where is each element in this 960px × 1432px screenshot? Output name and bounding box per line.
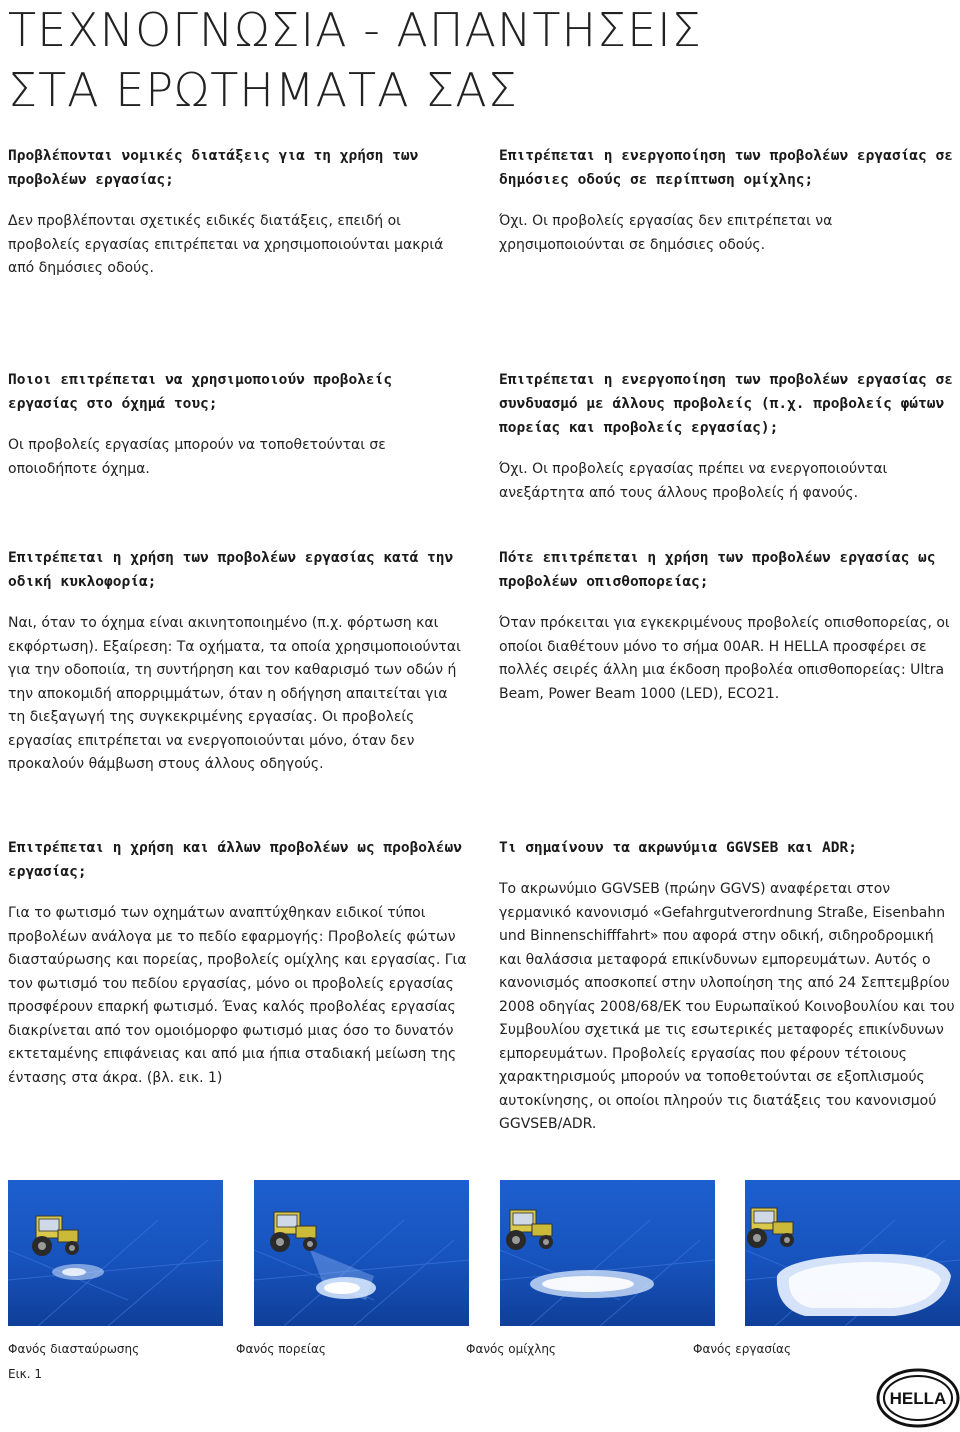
question: Επιτρέπεται η ενεργοποίηση των προβολέων εργασίας σε συνδυασμό με άλλους προβολείς (π.χ. προβολείς φώτων πορείας και προβολείς εργασίας); [499, 372, 953, 436]
caption-work-lamp: Φανός εργασίας [693, 1342, 791, 1356]
question: Πότε επιτρέπεται η χρήση των προβολέων εργασίας ως προβολέων οπισθοπορείας; [499, 550, 936, 590]
page-title-line1: ΤΕΧΝΟΓΝΩΣΙΑ - ΑΠΑΝΤΗΣΕΙΣ [8, 3, 702, 57]
answer: Για το φωτισμό των οχημάτων αναπτύχθηκαν ειδικοί τύποι προβολέων ανάλογα με το πεδίο εφαρμογής: Προβολείς φώτων διασταύρωσης και πορείας, προβολείς ομίχλης και εργασίας. Για τον φωτισμό του πεδίου εργασίας, μόνο οι προβολείς εργασίας προσφέρουν επαρκή φωτισμό. Ένας καλός προβολέας εργασίας διακρίνεται από τον ομοιόμορφο φωτισμό μιας όσο το δυνατόν εκτεταμένης επιφάνειας και από μια ήπια σταδιακή μείωση της έντασης στα άκρα. (βλ. εικ. 1) [8, 905, 467, 1086]
light-distribution-figure [8, 1180, 960, 1326]
figure-label: Εικ. 1 [8, 1367, 42, 1381]
question: Επιτρέπεται η ενεργοποίηση των προβολέων εργασίας σε δημόσιες οδούς σε περίπτωση ομίχλης; [499, 148, 953, 188]
tractor-icon [747, 1208, 794, 1248]
answer: Ναι, όταν το όχημα είναι ακινητοποιημένο (π.χ. φόρτωση και εκφόρτωση). Εξαίρεση: Τα οχήματα, τα οποία χρησιμοποιούνται για την οδοποιία, τη συντήρηση και τον καθαρισμό των οδών ή την αποκομιδή απορριμμάτων, όταν η οδήγηση απαιτείται για τη διεξαγωγή της συγκεκριμένης εργασίας. Οι προβολείς εργασίας επιτρέπεται να ενεργοποιούνται μόνο, όταν δεν προκαλούν θάμβωση στους άλλους οδηγούς. [8, 615, 461, 772]
caption-driving-beam: Φανός πορείας [236, 1342, 326, 1356]
answer: Οι προβολείς εργασίας μπορούν να τοποθετούνται σε οποιοδήποτε όχημα. [8, 437, 386, 477]
caption-dipped-beam: Φανός διασταύρωσης [8, 1342, 140, 1356]
tractor-icon [270, 1212, 317, 1252]
page-title [8, 0, 702, 120]
qa-block-legal-provisions [8, 144, 468, 281]
qa-block-combination [499, 368, 959, 505]
question: Ποιοι επιτρέπεται να χρησιμοποιούν προβολείς εργασίας στο όχημά τους; [8, 372, 393, 412]
driving-beam-illustration [254, 1180, 469, 1326]
logo-text: HELLA [889, 1389, 947, 1408]
work-lamp-illustration [745, 1180, 960, 1326]
question: Επιτρέπεται η χρήση των προβολέων εργασίας κατά την οδική κυκλοφορία; [8, 550, 454, 590]
answer: Το ακρωνύμιο GGVSEB (πρώην GGVS) αναφέρεται στον γερμανικό κανονισμό «Gefahrgutverordnung Straße, Eisenbahn und Binnenschifffahrt» που αφορά στην οδική, σιδηροδρομική και θαλάσσια μεταφορά επικίνδυνων εμπορευμάτων. Αυτός ο κανονισμός αποσκοπεί στην υλοποίηση της από 24 Σεπτεμβρίου 2008 οδηγίας 2008/68/ΕΚ του Ευρωπαϊκού Κοινοβουλίου και του Συμβουλίου σχετικά με τις εσωτερικές μεταφορές επικίνδυνων εμπορευμάτων. Προβολείς εργασίας που φέρουν τέτοιους χαρακτηρισμούς μπορούν να τοποθετούνται σε εξοπλισμούς αυτοκίνησης, οι οποίοι πληρούν τις διατάξεις του κανονισμού GGVSEB/ADR. [499, 881, 955, 1132]
qa-block-who-may-use [8, 368, 468, 481]
qa-block-reversing [499, 546, 959, 706]
fog-lamp-illustration [500, 1180, 715, 1326]
answer: Όταν πρόκειται για εγκεκριμένους προβολείς οπισθοπορείας, οι οποίοι διαθέτουν μόνο το σήμα 00AR. Η HELLA προσφέρει σε πολλές σειρές άλλη μια έκδοση προβολέα οπισθοπορείας: Ultra Beam, Power Beam 1000 (LED), ECO21. [499, 615, 950, 702]
qa-block-ggvseb-adr [499, 836, 959, 1137]
answer: Δεν προβλέπονται σχετικές ειδικές διατάξεις, επειδή οι προβολείς εργασίας επιτρέπεται να χρησιμοποιούνται μακριά από δημόσιες οδούς. [8, 213, 444, 276]
qa-block-other-lamps [8, 836, 468, 1090]
answer: Όχι. Οι προβολείς εργασίας δεν επιτρέπεται να χρησιμοποιούνται σε δημόσιες οδούς. [499, 213, 833, 253]
question: Επιτρέπεται η χρήση και άλλων προβολέων ως προβολέων εργασίας; [8, 840, 462, 880]
question: Προβλέπονται νομικές διατάξεις για τη χρήση των προβολέων εργασίας; [8, 148, 419, 188]
tractor-icon [32, 1216, 79, 1256]
page-title-line2: ΣΤΑ ΕΡΩΤΗΜΑΤΑ ΣΑΣ [8, 63, 518, 117]
caption-fog-lamp: Φανός ομίχλης [466, 1342, 556, 1356]
tractor-icon [506, 1210, 553, 1250]
question: Τι σημαίνουν τα ακρωνύμια GGVSEB και ADR; [499, 840, 857, 856]
qa-block-fog [499, 144, 959, 257]
answer: Όχι. Οι προβολείς εργασίας πρέπει να ενεργοποιούνται ανεξάρτητα από τους άλλους προβολείς ή φανούς. [499, 461, 888, 501]
qa-block-road-traffic [8, 546, 468, 777]
dipped-beam-illustration [8, 1180, 223, 1326]
hella-logo [876, 1368, 960, 1432]
